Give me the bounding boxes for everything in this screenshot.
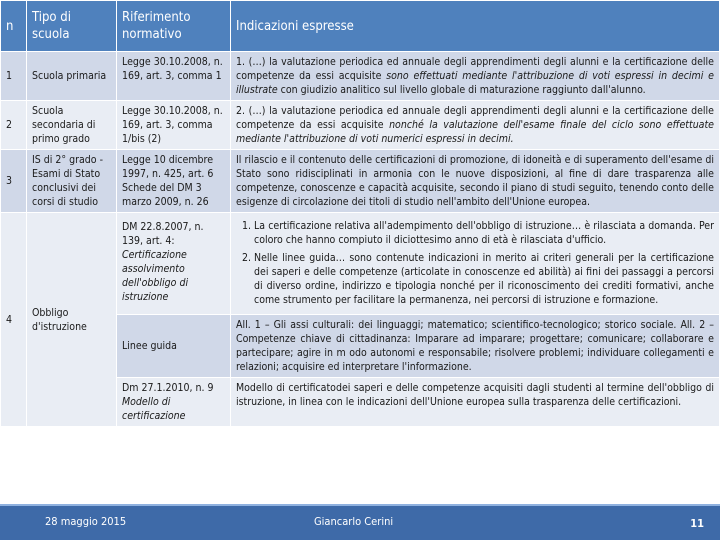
table-row bbox=[1, 101, 720, 150]
school-type: Scuola primaria bbox=[27, 52, 117, 101]
footer-date: 28 maggio 2015 bbox=[45, 515, 127, 528]
school-type: Obbligo d'istruzione bbox=[27, 213, 117, 427]
norm-reference: DM 22.8.2007, n. 139, art. 4: Certificazione assolvimento dell'obbligo di istruzione bbox=[117, 213, 231, 315]
school-type: IS di 2° grado - Esami di Stato conclusivi dei corsi di studio bbox=[27, 150, 117, 213]
header-n: n bbox=[1, 1, 27, 52]
school-type: Scuola secondaria di primo grado bbox=[27, 101, 117, 150]
norm-reference: Linee guida bbox=[117, 315, 231, 378]
header-riferimento: Riferimento normativo bbox=[117, 1, 231, 52]
table-row bbox=[1, 52, 720, 101]
indication-text: 2. (…) la valutazione periodica ed annuale degli apprendimenti degli alunni e la certificazione delle competenze da essi acquisite nonché la valutazione dell'esame finale del ciclo sono effettuate mediante l'attribuzione di voti numerici espressi in decimi. bbox=[231, 101, 720, 150]
header-tipo: Tipo di scuola bbox=[27, 1, 117, 52]
norm-reference: Legge 30.10.2008, n. 169, art. 3, comma 1/bis (2) bbox=[117, 101, 231, 150]
footer-bar bbox=[0, 504, 720, 540]
norm-reference: Legge 30.10.2008, n. 169, art. 3, comma 1 bbox=[117, 52, 231, 101]
footer-author: Giancarlo Cerini bbox=[314, 515, 394, 528]
indication-text: 1. (…) la valutazione periodica ed annuale degli apprendimenti degli alunni e la certificazione delle competenze da essi acquisite sono effettuati mediante l'attribuzione di voti espressi in decimi e illustrate con giudizio analitico sul livello globale di maturazione raggiunto dall'alunno. bbox=[231, 52, 720, 101]
indication-list bbox=[231, 213, 720, 315]
header-row bbox=[1, 1, 720, 52]
page-number: 11 bbox=[690, 517, 704, 530]
header-indicazioni: Indicazioni espresse bbox=[231, 1, 720, 52]
row-number: 3 bbox=[1, 150, 27, 213]
list-item: 1. La certificazione relativa all'adempimento dell'obbligo di istruzione… è rilasciata a domanda. Per coloro che hanno compiuto il diciottesimo anno di età è rilasciata d'ufficio. bbox=[254, 219, 714, 247]
indication-text: Il rilascio e il contenuto delle certificazioni di promozione, di idoneità e di superamento dell'esame di Stato sono ridisciplinati in armonia con le nuove disposizioni, al fine di dare trasparenza alle competenze, conoscenze e capacità acquisite, secondo il piano di studi seguito, tenendo conto delle esigenze di circolazione dei titoli di studio nell'ambito dell'Unione europea. bbox=[231, 150, 720, 213]
indication-text: Modello di certificatodei saperi e delle competenze acquisiti dagli studenti al termine dell'obbligo di istruzione, in linea con le indicazioni dell'Unione europea sulla trasparenza delle certificazioni. bbox=[231, 378, 720, 427]
table-row bbox=[1, 150, 720, 213]
norm-reference: Dm 27.1.2010, n. 9 Modello di certificazione bbox=[117, 378, 231, 427]
row-number: 4 bbox=[1, 213, 27, 427]
table-row bbox=[1, 213, 720, 315]
list-item: 2. Nelle linee guida… sono contenute indicazioni in merito ai criteri generali per la certificazione dei saperi e delle competenze (articolate in conoscenze ed abilità) ai fini dei passaggi a percorsi di diverso ordine, indirizzo e tipologia nonché per il riconoscimento dei crediti formativi, anche come strumento per facilitare la permanenza, nei percorsi di istruzione e formazione. bbox=[254, 251, 714, 307]
indication-text: All. 1 – Gli assi culturali: dei linguaggi; matematico; scientifico-tecnologico; storico sociale. All. 2 – Competenze chiave di cittadinanza: Imparare ad imparare; progettare; comunicare; collaborare e partecipare; agire in m odo autonomi e responsabile; risolvere problemi; individuare collegamenti e relazioni; acquisire ed interpretare l'informazione. bbox=[231, 315, 720, 378]
row-number: 1 bbox=[1, 52, 27, 101]
row-number: 2 bbox=[1, 101, 27, 150]
norm-reference: Legge 10 dicembre 1997, n. 425, art. 6 Schede del DM 3 marzo 2009, n. 26 bbox=[117, 150, 231, 213]
